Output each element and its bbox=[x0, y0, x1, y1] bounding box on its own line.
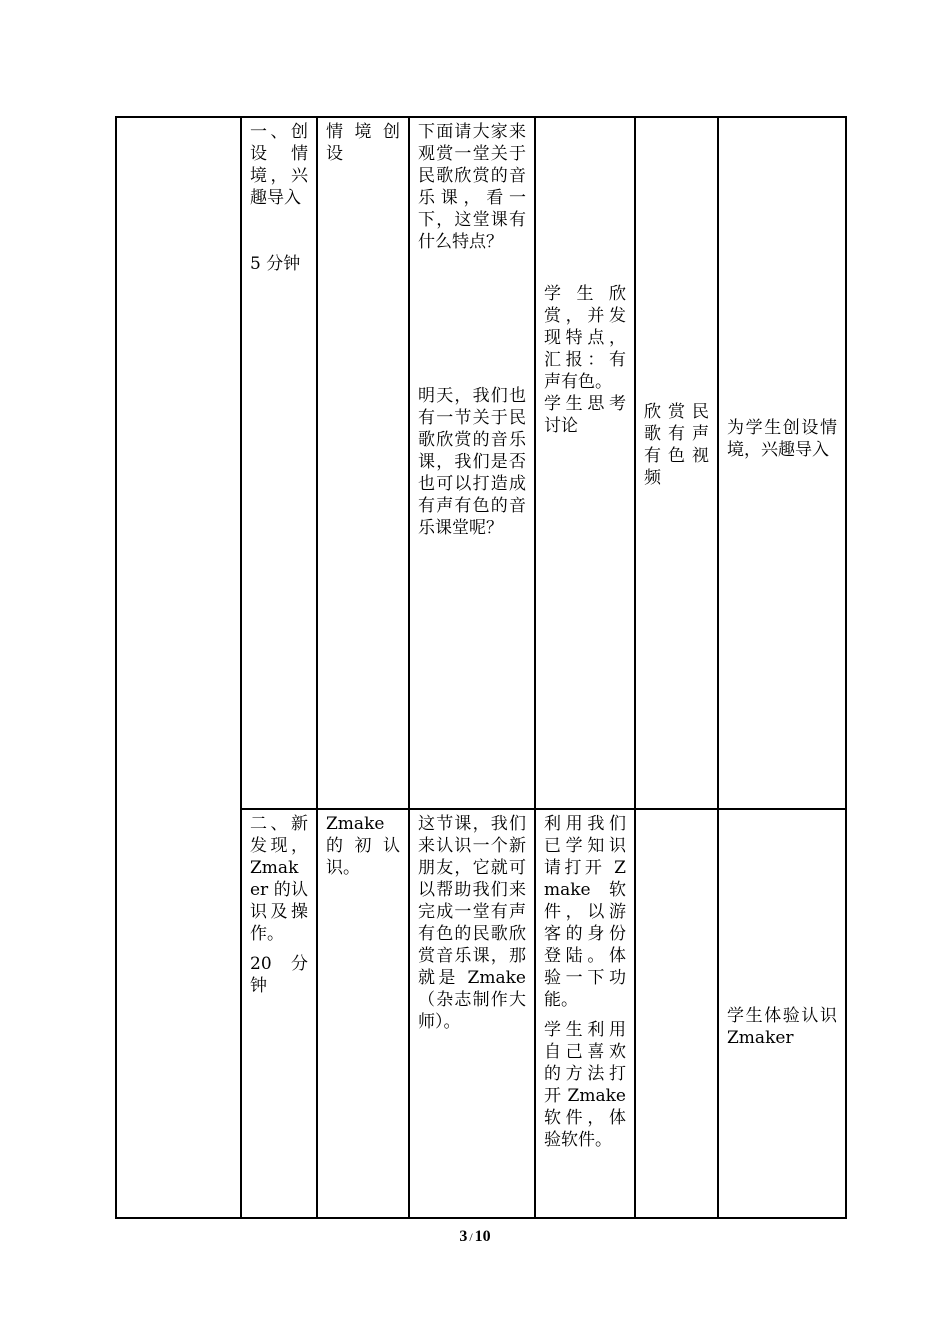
media-cell bbox=[635, 809, 718, 1218]
stage-time: 20 分钟 bbox=[250, 954, 308, 996]
table-row bbox=[116, 117, 846, 809]
teacher-activity-cell bbox=[409, 809, 535, 1218]
teacher-activity-1: 这节课，我们来认识一个新朋友，它就可以帮助我们来完成一堂有声有色的民歌欣赏音乐课，那就是 Zmake（杂志制作大师）。 bbox=[418, 814, 526, 1032]
student-activity-cell bbox=[535, 809, 635, 1218]
stage-cell bbox=[241, 809, 317, 1218]
blank-column-cell bbox=[116, 117, 241, 1218]
student-activity-1: 学 生 欣赏，并发现特点，汇报：有声有色。 bbox=[544, 284, 626, 392]
purpose-text: 为学生创设情境，兴趣导入 bbox=[727, 418, 837, 460]
purpose-cell bbox=[718, 117, 846, 809]
stage-title: 一、创设 情境，兴趣导入 bbox=[250, 122, 308, 208]
content-cell bbox=[317, 117, 409, 809]
media-text: 欣赏民歌有声有色视频 bbox=[644, 402, 709, 488]
purpose-text: 学生体验认识 Zmaker bbox=[727, 1006, 837, 1048]
lesson-plan-table bbox=[115, 116, 847, 1219]
total-pages: 10 bbox=[474, 1228, 491, 1245]
current-page: 3 bbox=[459, 1228, 468, 1245]
student-activity-1: 利用我们已学知识请打开 Zmake 软件，以游客的身份登陆。体验一下功能。 bbox=[544, 814, 626, 1010]
page-number bbox=[0, 1228, 950, 1246]
stage-time: 5 分钟 bbox=[250, 254, 301, 274]
content-cell bbox=[317, 809, 409, 1218]
student-activity-cell bbox=[535, 117, 635, 809]
teacher-activity-cell bbox=[409, 117, 535, 809]
media-cell bbox=[635, 117, 718, 809]
teacher-activity-2: 明天，我们也有一节关于民歌欣赏的音乐课，我们是否也可以打造成有声有色的音乐课堂呢？ bbox=[418, 386, 526, 538]
teacher-activity-1: 下面请大家来观赏一堂关于民歌欣赏的音乐课，看一下，这堂课有什么特点？ bbox=[418, 122, 526, 252]
student-activity-2: 学生思考讨论 bbox=[544, 394, 626, 436]
purpose-cell bbox=[718, 809, 846, 1218]
page-separator: / bbox=[469, 1230, 473, 1244]
stage-title: 二、新发现，Zmaker 的认识及操作。 bbox=[250, 814, 308, 944]
stage-cell bbox=[241, 117, 317, 809]
content-text: 情 境 创设 bbox=[326, 122, 400, 164]
student-activity-2: 学生利用自己喜欢的方法打开 Zmake 软件，体验软件。 bbox=[544, 1020, 626, 1150]
content-text: Zmake 的初认识。 bbox=[326, 814, 400, 878]
